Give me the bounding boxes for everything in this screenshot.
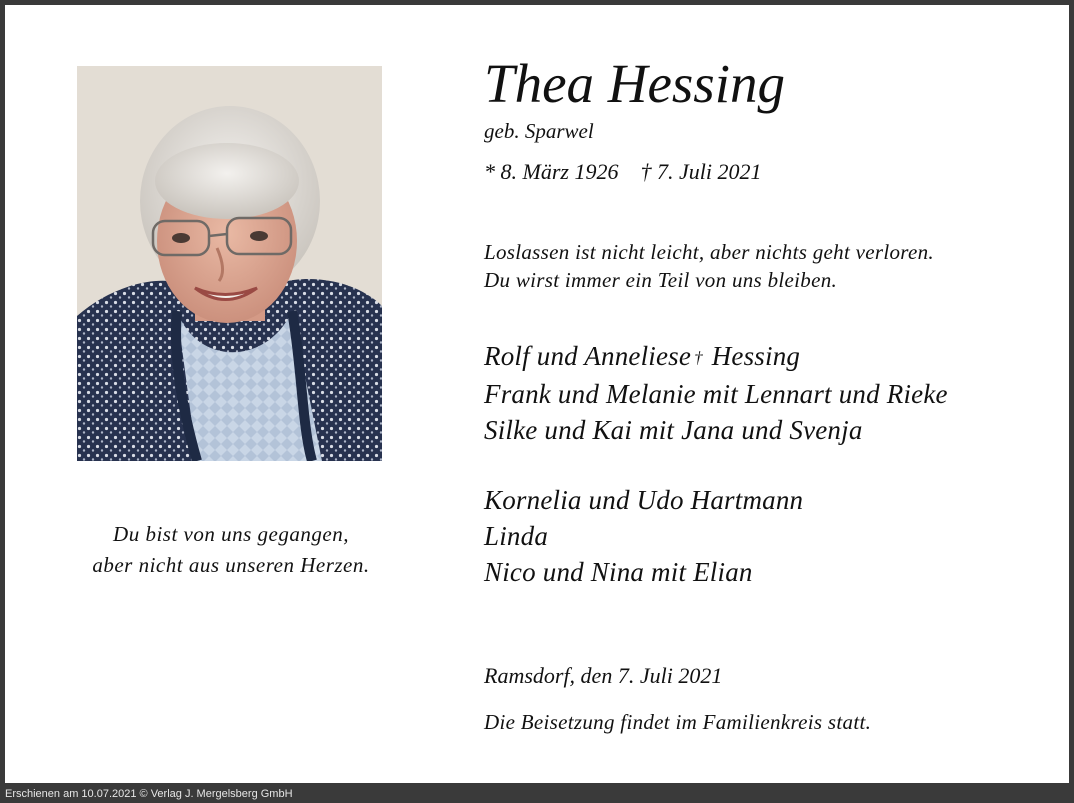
death-date: † 7. Juli 2021 [640, 159, 762, 184]
portrait-photo [77, 66, 382, 461]
birth-date: * 8. März 1926 [484, 159, 619, 184]
left-quote [45, 519, 417, 581]
family-line: Silke und Kai mit Jana und Svenja [484, 415, 863, 445]
family-line: Linda [484, 521, 549, 551]
family-line: Kornelia und Udo Hartmann [484, 485, 804, 515]
publication-footer [0, 786, 1074, 803]
motto-line-1: Loslassen ist nicht leicht, aber nichts geht verloren. [484, 240, 934, 264]
left-quote-line-1: Du bist von uns gegangen, [113, 522, 349, 546]
family-line [484, 338, 948, 376]
obituary-card [5, 5, 1069, 783]
life-dates [484, 157, 761, 187]
family-group-2 [484, 482, 803, 590]
family-name-part: Rolf und Anneliese [484, 341, 692, 371]
left-quote-line-2: aber nicht aus unseren Herzen. [92, 553, 370, 577]
family-surname: Hessing [711, 341, 801, 371]
family-group-1 [484, 338, 948, 448]
motto-line-2: Du wirst immer ein Teil von uns bleiben. [484, 268, 838, 292]
place-and-date: Ramsdorf, den 7. Juli 2021 [484, 663, 723, 688]
motto [484, 238, 934, 294]
burial-note: Die Beisetzung findet im Familienkreis statt. [484, 710, 872, 734]
cross-symbol: † [694, 348, 703, 367]
family-line: Nico und Nina mit Elian [484, 557, 753, 587]
portrait-image [77, 66, 382, 461]
footer-text: Erschienen am 10.07.2021 © Verlag J. Mergelsberg GmbH [5, 788, 293, 800]
deceased-name: Thea Hessing [484, 53, 785, 114]
family-line: Frank und Melanie mit Lennart und Rieke [484, 379, 948, 409]
birth-name: geb. Sparwel [484, 119, 594, 143]
